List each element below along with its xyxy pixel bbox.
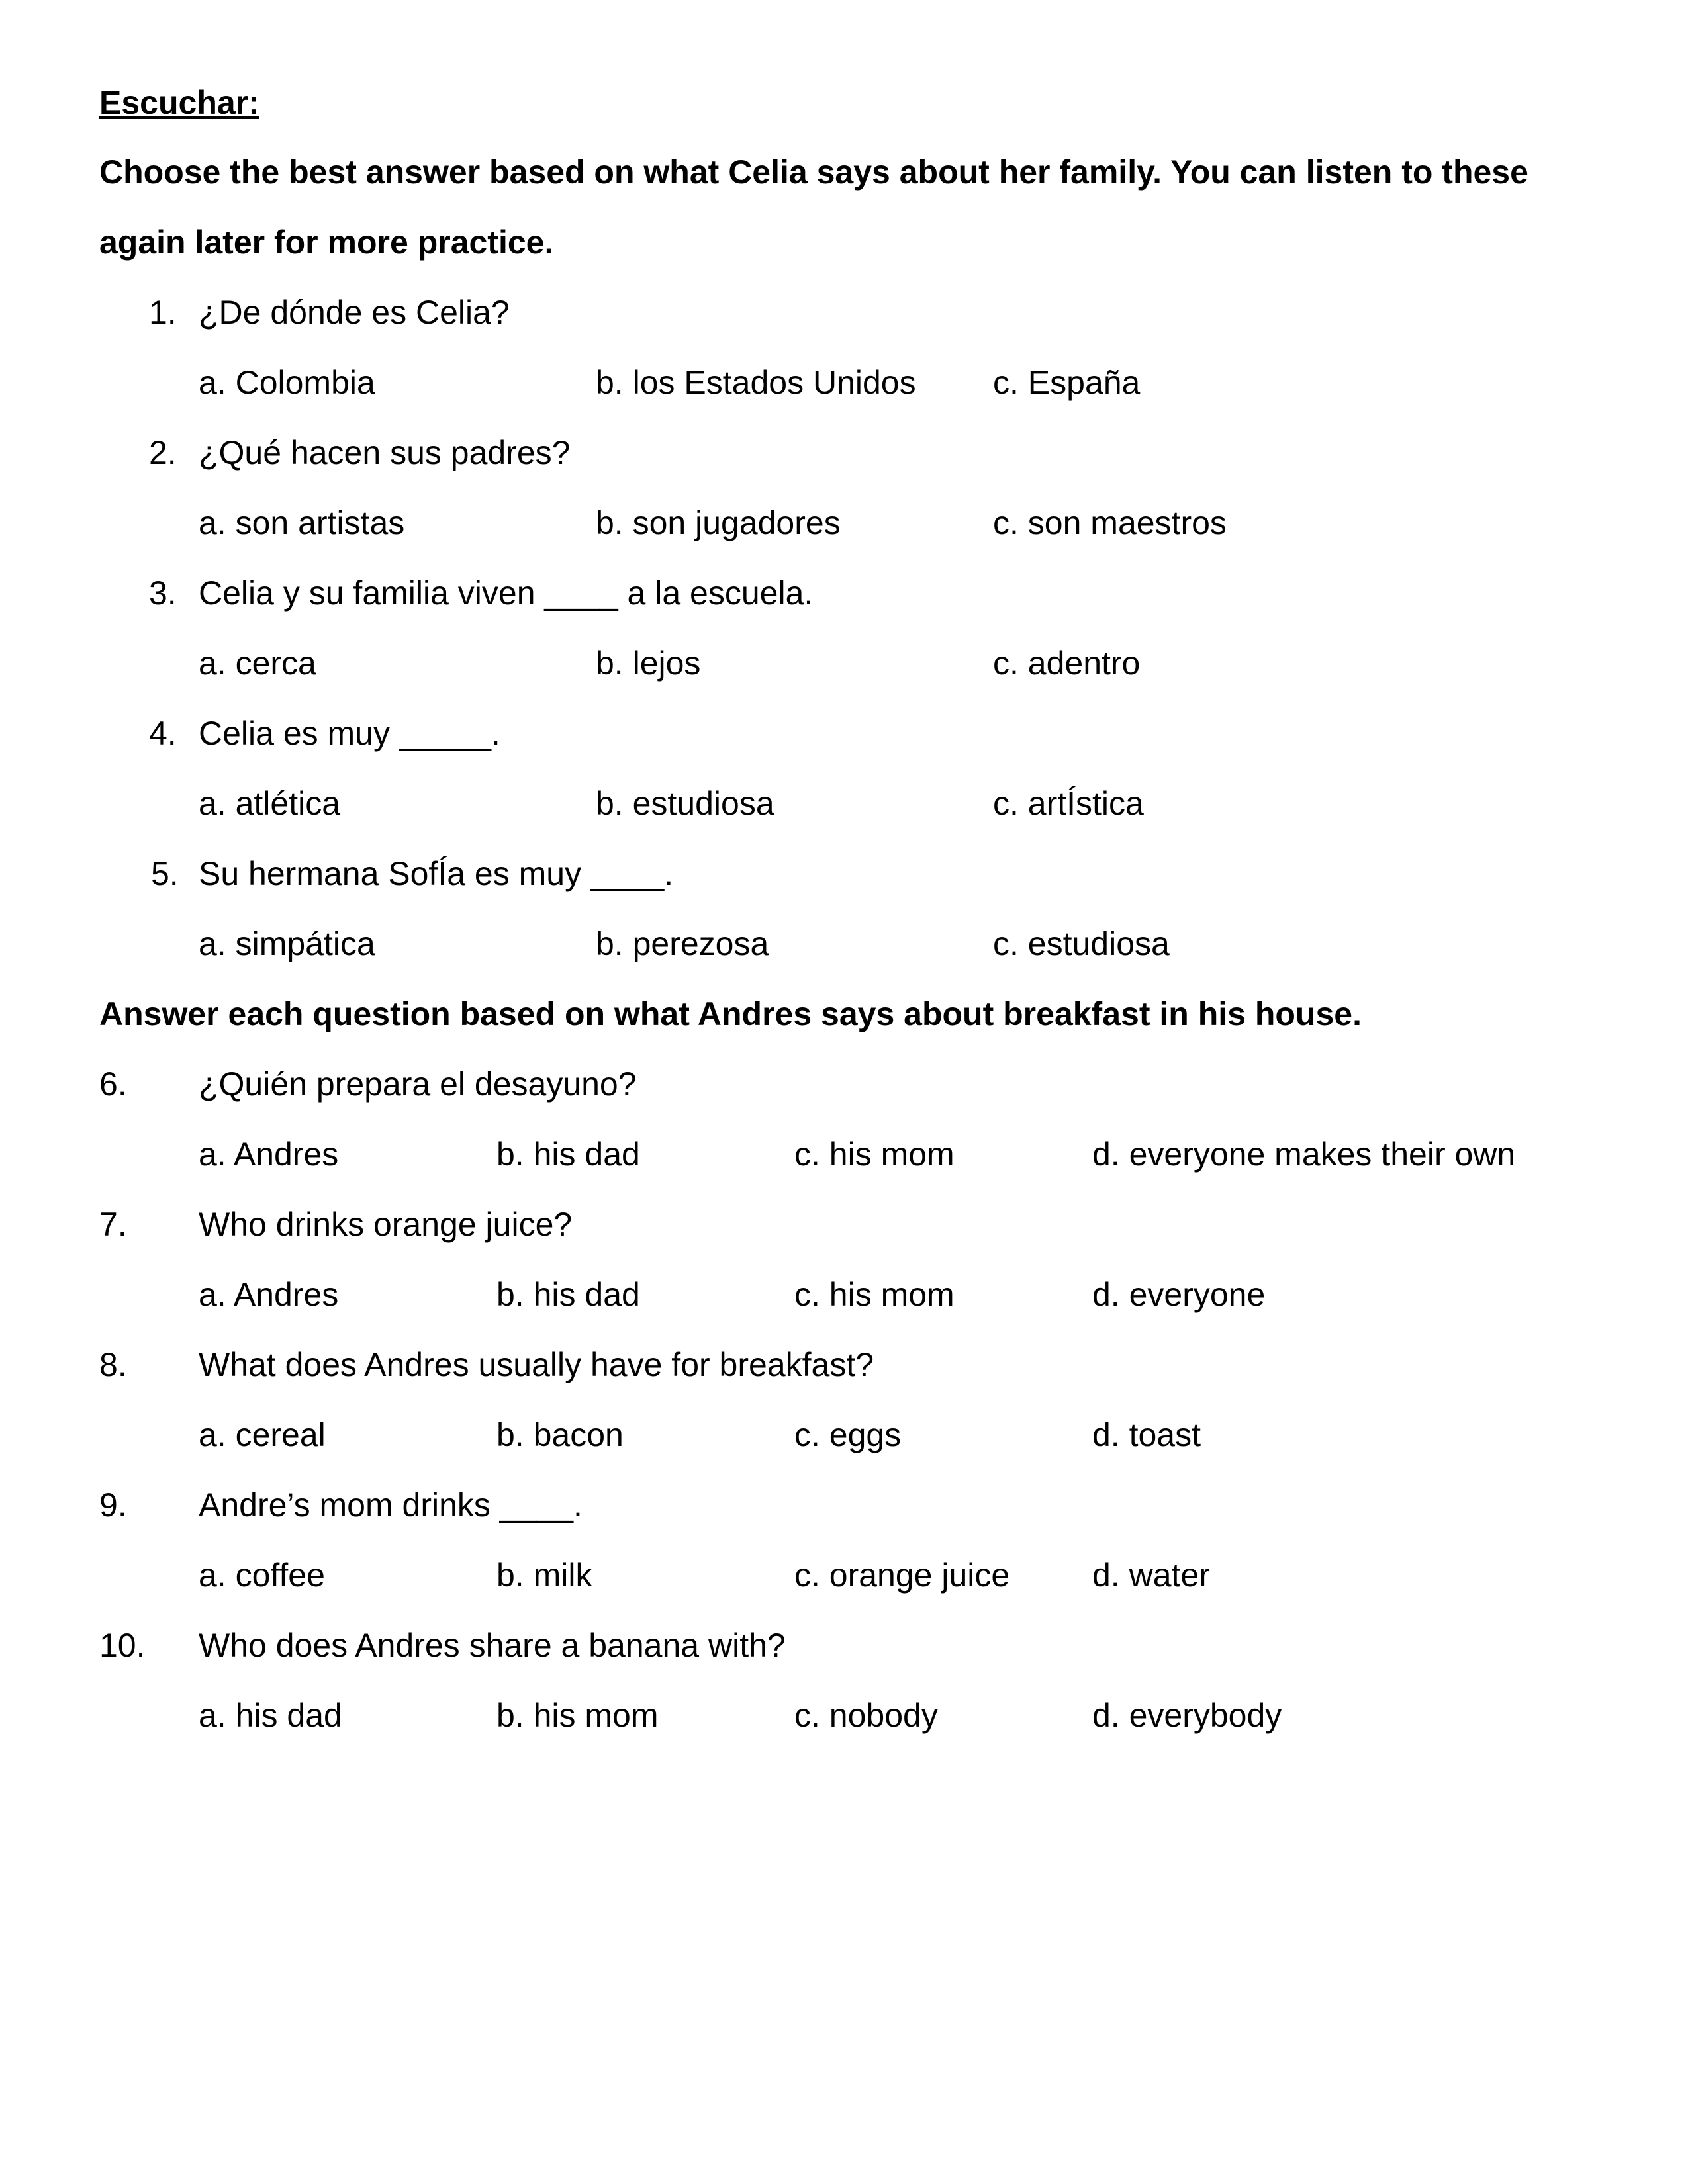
answer-option-d: d. water	[1092, 1557, 1210, 1594]
answer-option-c: c. orange juice	[794, 1557, 1010, 1594]
question-number: 2.	[149, 434, 177, 471]
answer-option-a: a. simpática	[199, 925, 375, 962]
answer-option-c: c. son maestros	[993, 504, 1227, 541]
answer-option-a: a. Colombia	[199, 364, 375, 401]
answer-option-c: c. España	[993, 364, 1141, 401]
answer-option-a: a. atlética	[199, 785, 341, 822]
question-number: 5.	[151, 855, 179, 892]
answer-option-a: a. coffee	[199, 1557, 325, 1594]
answer-option-c: c. nobody	[794, 1697, 938, 1734]
question-text: Celia y su familia viven ____ a la escuela.	[199, 574, 814, 612]
section1-instruction-line2: again later for more practice.	[99, 224, 554, 261]
question-number: 1.	[149, 294, 177, 331]
question-text: Andre’s mom drinks ____.	[199, 1486, 583, 1524]
answer-option-b: b. los Estados Unidos	[596, 364, 916, 401]
answer-option-b: b. perezosa	[596, 925, 769, 962]
question-number: 7.	[99, 1206, 127, 1243]
answer-option-b: b. son jugadores	[596, 504, 841, 541]
page-heading: Escuchar:	[99, 84, 259, 121]
question-number: 4.	[149, 715, 177, 752]
question-text: Who does Andres share a banana with?	[199, 1627, 786, 1664]
answer-option-b: b. lejos	[596, 645, 701, 682]
answer-option-a: a. son artistas	[199, 504, 405, 541]
answer-option-c: c. his mom	[794, 1276, 955, 1313]
answer-option-d: d. everybody	[1092, 1697, 1282, 1734]
answer-option-a: a. Andres	[199, 1136, 339, 1173]
answer-option-d: d. everyone makes their own	[1092, 1136, 1516, 1173]
answer-option-b: b. estudiosa	[596, 785, 774, 822]
question-number: 8.	[99, 1346, 127, 1383]
answer-option-c: c. his mom	[794, 1136, 955, 1173]
answer-option-d: d. everyone	[1092, 1276, 1266, 1313]
question-text: ¿Quién prepara el desayuno?	[199, 1066, 637, 1103]
answer-option-c: c. eggs	[794, 1416, 902, 1453]
answer-option-b: b. bacon	[496, 1416, 624, 1453]
question-number: 10.	[99, 1627, 146, 1664]
question-text: Su hermana SofÍa es muy ____.	[199, 855, 674, 892]
answer-option-a: a. cereal	[199, 1416, 326, 1453]
question-text: ¿Qué hacen sus padres?	[199, 434, 571, 471]
question-number: 6.	[99, 1066, 127, 1103]
section1-instruction-line1: Choose the best answer based on what Celia says about her family. You can listen to these	[99, 154, 1528, 191]
answer-option-a: a. cerca	[199, 645, 316, 682]
answer-option-d: d. toast	[1092, 1416, 1201, 1453]
answer-option-b: b. his mom	[496, 1697, 659, 1734]
section2-instruction: Answer each question based on what Andres says about breakfast in his house.	[99, 995, 1362, 1032]
answer-option-c: c. artÍstica	[993, 785, 1144, 822]
answer-option-b: b. milk	[496, 1557, 592, 1594]
question-text: Who drinks orange juice?	[199, 1206, 573, 1243]
question-number: 9.	[99, 1486, 127, 1524]
question-text: What does Andres usually have for breakfast?	[199, 1346, 874, 1383]
question-text: Celia es muy _____.	[199, 715, 500, 752]
answer-option-b: b. his dad	[496, 1136, 640, 1173]
answer-option-c: c. estudiosa	[993, 925, 1170, 962]
answer-option-a: a. Andres	[199, 1276, 339, 1313]
answer-option-b: b. his dad	[496, 1276, 640, 1313]
question-text: ¿De dónde es Celia?	[199, 294, 510, 331]
answer-option-a: a. his dad	[199, 1697, 342, 1734]
answer-option-c: c. adentro	[993, 645, 1141, 682]
question-number: 3.	[149, 574, 177, 612]
